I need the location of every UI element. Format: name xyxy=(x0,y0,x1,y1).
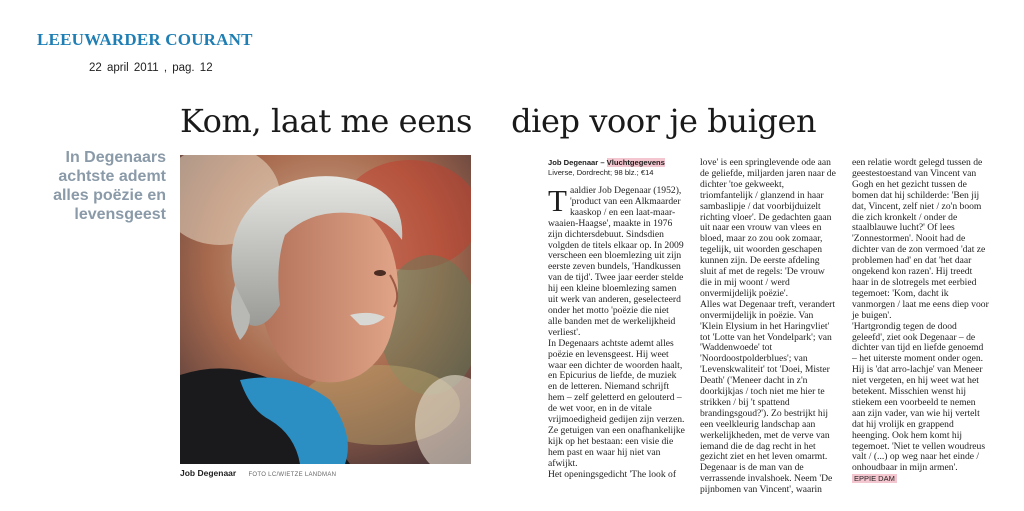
article-column-3 xyxy=(852,158,989,485)
lead-quote: In Degenaars achtste ademt alles poëzie en levensgeest xyxy=(53,149,166,223)
paragraph xyxy=(548,183,685,339)
paragraph: een relatie wordt gelegd tussen de geestestoestand van Vincent van Gogh en het gezicht tussen de bomen dat hij schilderde: 'Ben jij dat, Vincent, zelf niet / zo'n boom die zich kronkelt / onder de staalblauwe lucht?' Of lees 'Zonnestormen'. Nooit had de dichter van de zon vermoed 'dat ze problemen had' en dat 'het daar ongekend kon razen'. Hij treedt haar in de slotregels met eerbied tegemoet: 'Kom, dacht ik vanmorgen / laat me eens diep voor je buigen'. xyxy=(852,157,989,321)
author-signature: EPPIE DAM xyxy=(854,474,895,484)
book-author: Job Degenaar – xyxy=(548,158,607,167)
paragraph: Degenaar is de man van de verrassende invalshoek. Neem 'De pijnbomen van Vincent', waarin xyxy=(700,462,833,496)
portrait-photo xyxy=(180,155,471,464)
paragraph: Het openingsgedicht 'The look of xyxy=(548,468,677,480)
paragraph: Alles wat Degenaar treft, verandert onvermijdelijk in poëzie. Van 'Klein Elysium in het Haringvliet' tot 'Lotte van het Vondelpark'; van 'Waddenwoede' tot 'Noordoostpolderblues'; van 'Levenskwaliteit' tot 'Doei, Mister Death' ('Meneer dacht in z'n doorkijkjas / toch niet me hier te strikken / bij 't spattend brandingsgoud?'). Zo bestrijkt hij een veelkleurig landschap aan werkelijkheden, met de verve van iemand die de dag recht in het gezicht ziet en het leven omarmt. xyxy=(700,298,836,463)
book-details: Liverse, Dordrecht; 98 blz.; €14 xyxy=(548,168,654,177)
paragraph: In Degenaars achtste ademt alles poëzie en levensgeest. Hij weet waar een dichter de woorden haalt, en Epicurius de liefde, de muziek en de letteren. Niemand schrijft hem – zelf geletterd en gelouterd – de wet voor, en in de vitale vrijmoedigheid gedijen zijn verzen. Ze getuigen van een onafhankelijke kijk op het bestaan: een visie die hem past en waar hij niet van afwijkt. xyxy=(548,337,685,469)
paragraph: love' is een springlevende ode aan de geliefde, miljarden jaren naar de dichter 'toe gekweekt, triomfantelijk / glanzend in haar sambaslipje / dat voorbijduizelt richting vloer'. De gedachten gaan uit naar een vrouw van vlees en bloed, maar zo zou ook zomaar, tegelijk, uit woorden geschapen kunnen zijn. De eerste afdeling sluit af met de regels: 'De vrouw die in mij woont / werd onvermijdelijk poëzie'. xyxy=(700,157,836,299)
article-column-1 xyxy=(548,158,685,480)
paragraph: 'Hartgrondig tegen de dood geleefd', ziet ook Degenaar – de dichter van tijd en liefde genoemd – het uiterste moment onder ogen. Hij is 'dat arro-lachje' van Meneer niet vergeten, en hij weet wat het betekent. Misschien wenst hij stiekem een voorbeeld te nemen aan zijn vader, van wie hij vertelt dat hij vrolijk en grappend heenging. Ook hem komt hij tegemoet. 'Niet te vellen woudreus valt / (...) op weg naar het einde / onhoudbaar in mijn armen'. xyxy=(852,320,986,474)
drop-cap: T xyxy=(548,183,567,218)
article-column-2 xyxy=(700,158,837,496)
book-info xyxy=(548,158,685,178)
caption-name: Job Degenaar xyxy=(180,468,237,478)
headline: Kom, laat me eens diep voor je buigen xyxy=(180,102,817,140)
book-title: Vluchtgegevens xyxy=(606,158,665,167)
signature-line xyxy=(852,474,989,485)
dateline: 22 april 2011 , pag. 12 xyxy=(89,62,213,74)
photo-credit: FOTO LC/WIETZE LANDMAN xyxy=(248,472,337,478)
masthead-logo: LEEUWARDER COURANT xyxy=(37,30,253,49)
photo-caption xyxy=(180,468,480,478)
paragraph-text: aaldier Job Degenaar (1952), 'product van een Alkmaarder kaaskop / en een laat-maar-waaien-Haagse', maakte in 1976 zijn dichtersdebuut. Sindsdien volgden de titels elkaar op. In 2009 verscheen een bloemlezing uit zijn eerste zeven bundels, 'Handkussen van de tijd'. Twee jaar eerder stelde hij een kleine bloemlezing samen uit werk van anderen, geselecteerd onder het motto 'poëzie die niet alle banden met de werkelijkheid verliest'. xyxy=(548,185,684,338)
